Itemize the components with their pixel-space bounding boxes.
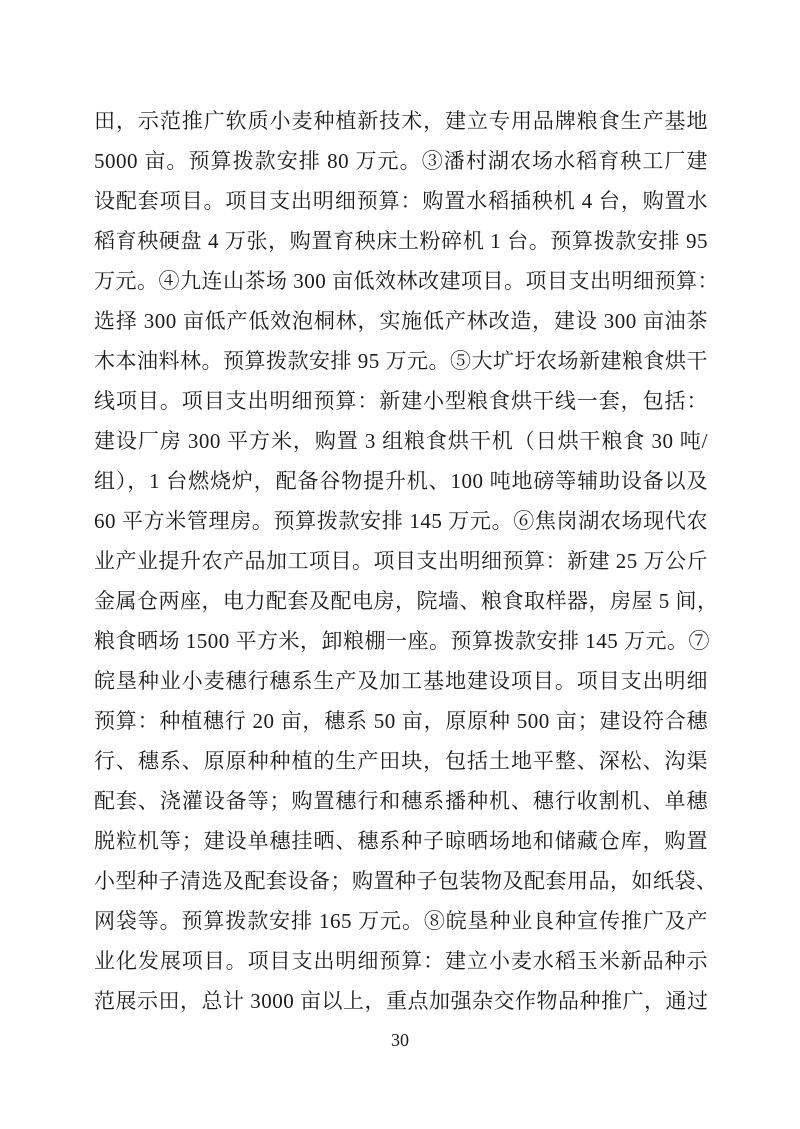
text-line: 木本油料林。预算拨款安排 95 万元。⑤大圹圩农场新建粮食烘干 xyxy=(94,349,708,373)
text-line: 小型种子清选及配套设备；购置种子包装物及配套用品，如纸袋、 xyxy=(94,869,718,893)
page-number: 30 xyxy=(391,1030,409,1050)
text-line: 皖垦种业小麦穗行穗系生产及加工基地建设项目。项目支出明细 xyxy=(94,669,708,693)
text-line: 业产业提升农产品加工项目。项目支出明细预算：新建 25 万公斤 xyxy=(94,549,708,573)
text-line: 脱粒机等；建设单穗挂晒、穗系种子晾晒场地和储藏仓库，购置 xyxy=(94,829,708,853)
text-line: 线项目。项目支出明细预算：新建小型粮食烘干线一套，包括： xyxy=(94,389,708,413)
text-line: 设配套项目。项目支出明细预算：购置水稻插秧机 4 台，购置水 xyxy=(94,189,708,213)
text-line: 60 平方米管理房。预算拨款安排 145 万元。⑥焦岗湖农场现代农 xyxy=(94,509,708,533)
text-line: 行、穗系、原原种种植的生产田块，包括土地平整、深松、沟渠 xyxy=(94,749,708,773)
text-line: 金属仓两座，电力配套及配电房，院墙、粮食取样器，房屋 5 间， xyxy=(94,589,719,613)
text-line: 范展示田，总计 3000 亩以上，重点加强杂交作物品种推广，通过 xyxy=(94,989,709,1013)
text-line: 配套、浇灌设备等；购置穗行和穗系播种机、穗行收割机、单穗 xyxy=(94,789,708,813)
text-line: 选择 300 亩低产低效泡桐林，实施低产林改造，建设 300 亩油茶 xyxy=(94,309,708,333)
body-text-block xyxy=(94,101,719,1021)
text-line: 组），1 台燃烧炉，配备谷物提升机、100 吨地磅等辅助设备以及 xyxy=(94,469,708,493)
text-line: 田，示范推广软质小麦种植新技术，建立专用品牌粮食生产基地 xyxy=(94,109,708,133)
text-line: 预算：种植穗行 20 亩，穗系 50 亩，原原种 500 亩；建设符合穗 xyxy=(94,709,708,733)
text-line: 建设厂房 300 平方米，购置 3 组粮食烘干机（日烘干粮食 30 吨/ xyxy=(94,429,708,453)
text-line: 业化发展项目。项目支出明细预算：建立小麦水稻玉米新品种示 xyxy=(94,949,708,973)
text-line: 网袋等。预算拨款安排 165 万元。⑧皖垦种业良种宣传推广及产 xyxy=(94,909,708,933)
text-line: 万元。④九连山茶场 300 亩低效林改建项目。项目支出明细预算： xyxy=(94,269,719,293)
text-line: 稻育秧硬盘 4 万张，购置育秧床土粉碎机 1 台。预算拨款安排 95 xyxy=(94,229,708,253)
text-line: 粮食晒场 1500 平方米，卸粮棚一座。预算拨款安排 145 万元。⑦ xyxy=(94,629,710,653)
text-line: 5000 亩。预算拨款安排 80 万元。③潘村湖农场水稻育秧工厂建 xyxy=(94,149,708,173)
